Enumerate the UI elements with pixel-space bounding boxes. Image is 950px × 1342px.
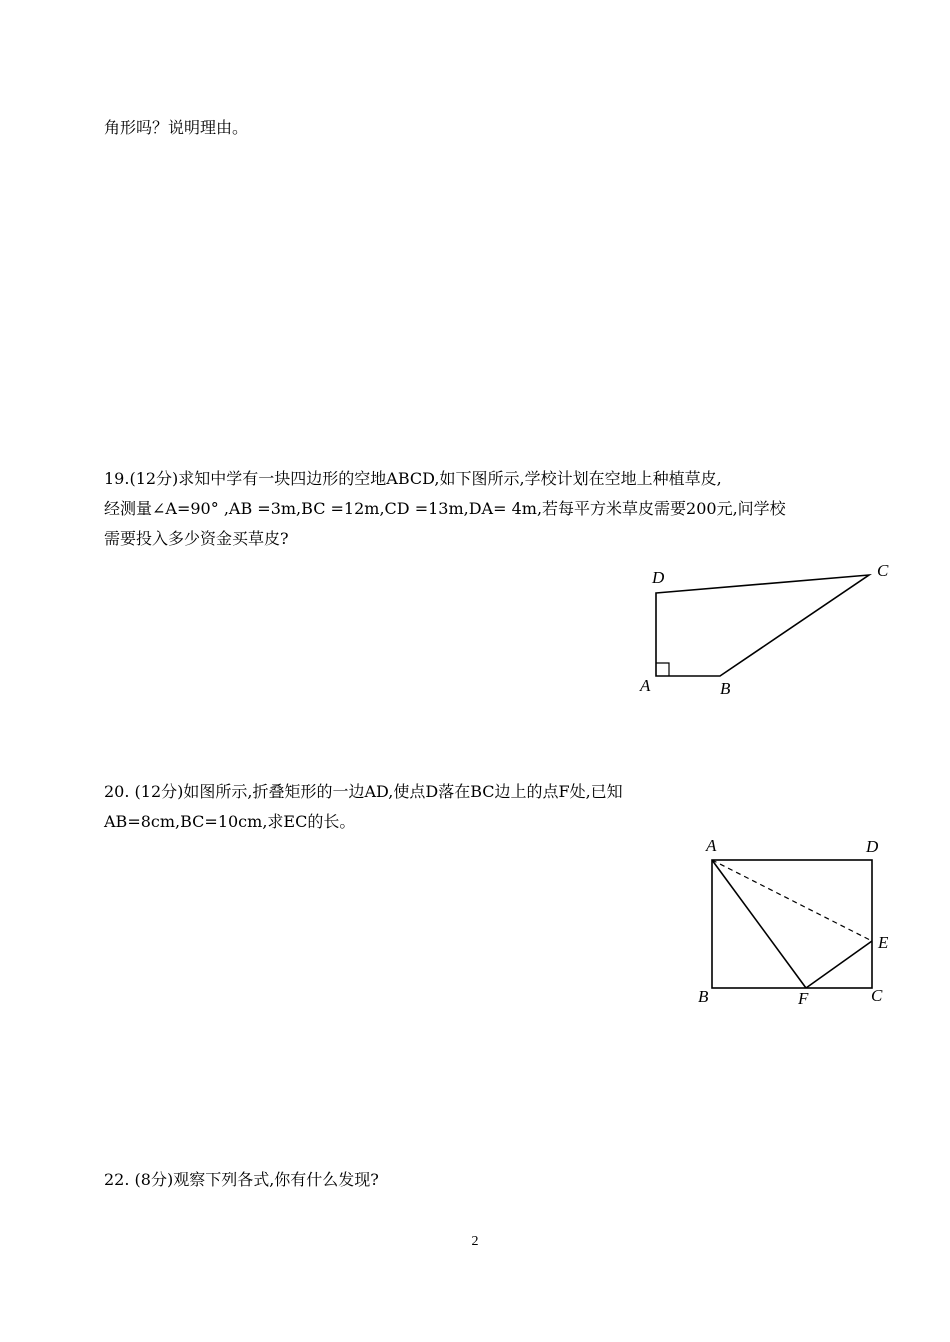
q19-label-c: C [877,561,889,580]
q20-label-e: E [878,933,889,952]
q19-label-b: B [720,679,731,698]
q19-right-angle-marker [656,663,669,676]
q19-label-d: D [652,568,665,587]
q19-quadrilateral-abcd [656,575,869,676]
q20-label-b: B [698,987,709,1006]
q19-quadrilateral-figure [630,555,900,705]
q20-label-d: D [866,837,879,856]
q20-label-a: A [706,836,717,855]
q18-text-tail: 角形吗？说明理由。 [104,118,249,137]
q20-fold-line-ae [712,860,872,941]
q19-label-a: A [640,676,651,695]
page-number: 2 [471,1234,479,1249]
q20-rectangle-figure [690,830,900,1015]
q19-text-line-1: 19.(12分)求知中学有一块四边形的空地ABCD,如下图所示,学校计划在空地上种植草皮, [104,469,722,488]
q19-text-line-2: 经测量∠A=90° ,AB =3m,BC =12m,CD =13m,DA= 4m,若每平方米草皮需要200元,问学校 [104,499,786,518]
q20-label-c: C [871,986,883,1005]
q20-text-line-1: 20. (12分)如图所示,折叠矩形的一边AD,使点D落在BC边上的点F处,已知 [104,782,623,801]
q20-segment-af [712,860,806,988]
q20-segment-fe [806,941,872,988]
q19-text-line-3: 需要投入多少资金买草皮? [104,529,289,548]
q22-text-line-1: 22. (8分)观察下列各式,你有什么发现? [104,1170,379,1189]
q20-label-f: F [798,989,809,1008]
q20-text-line-2: AB=8cm,BC=10cm,求EC的长。 [104,812,356,831]
